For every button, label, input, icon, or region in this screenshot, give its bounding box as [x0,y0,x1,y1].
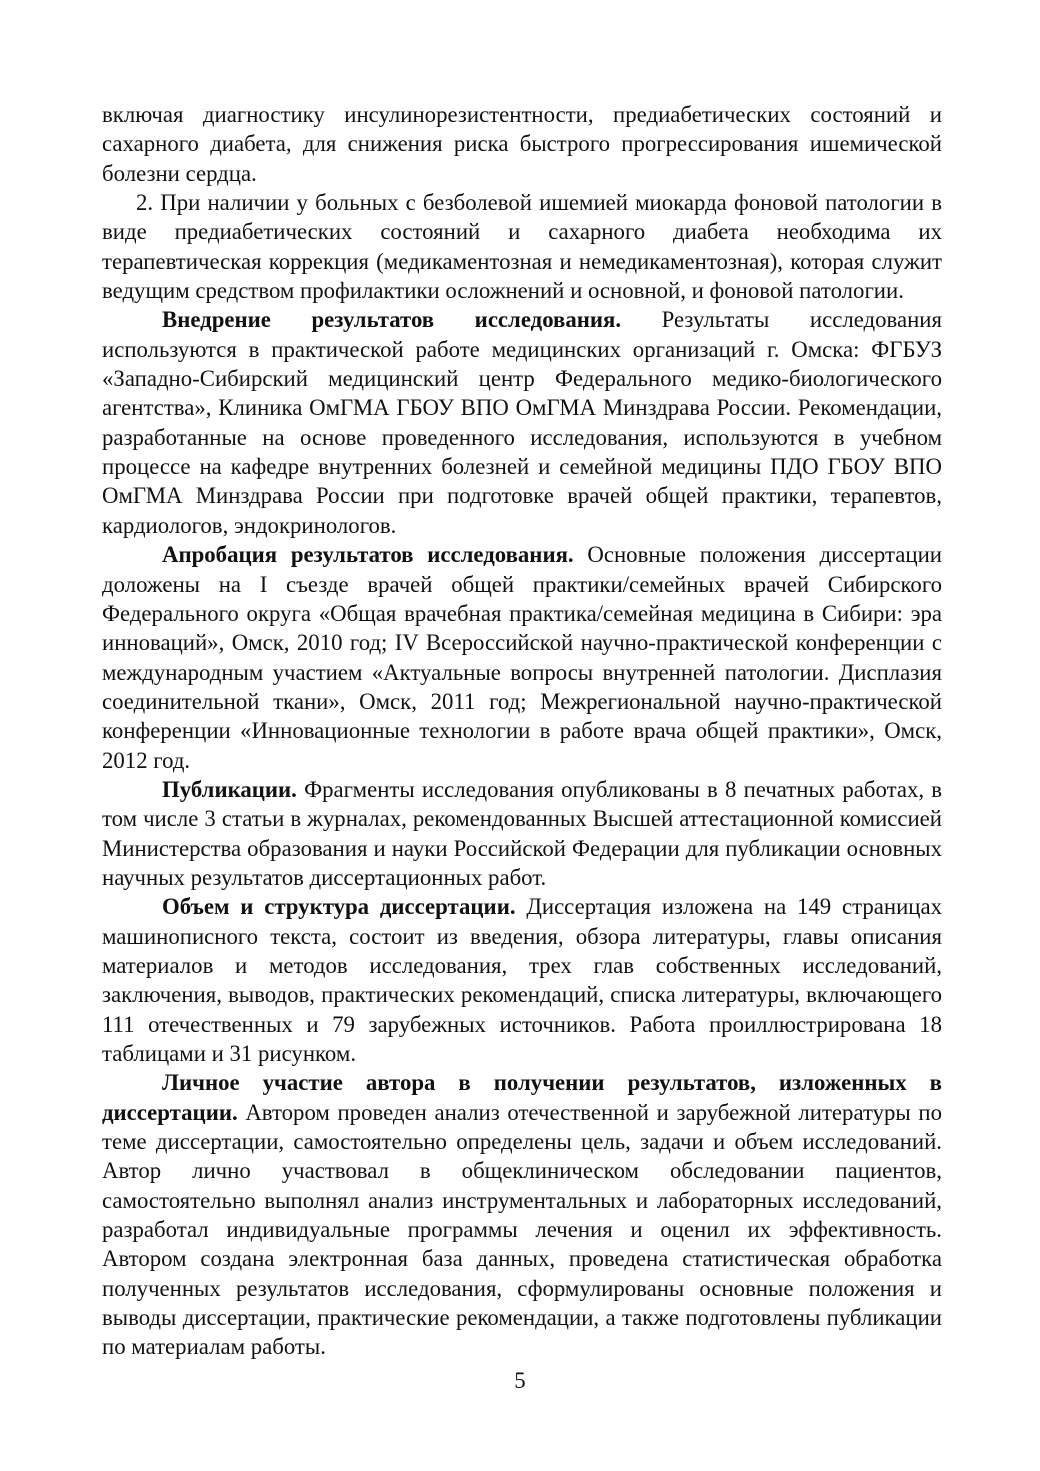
section-heading-approbation: Апробация результатов исследования. [162,542,574,568]
paragraph-structure: Объем и структура диссертации. Диссертация изложена на 149 страницах машинописного текста, состоит из введения, обзора литературы, главы описания материалов и методов исследования, трех глав собственных исследований, заключения, выводов, практических рекомендаций, списка литературы, включающего 111 отечественных и 79 зарубежных источников. Работа проиллюстрирована 18 таблицами и 31 рисунком. [102,894,942,1066]
section-heading-implementation: Внедрение результатов исследования. [162,307,622,333]
paragraph-implementation: Внедрение результатов исследования. Результаты исследования используются в практической работе медицинских организаций г. Омска: ФГБУЗ «Западно-Сибирский медицинский центр Федерального медико-биологического агентства», Клиника ОмГМА ГБОУ ВПО ОмГМА Минздрава России. Рекомендации, разработанные на основе проведенного исследования, используются в учебном процессе на кафедре внутренних болезней и семейной медицины ПДО ГБОУ ВПО ОмГМА Минздрава России при подготовке врачей общей практики, терапевтов, кардиологов, эндокринологов. [102,307,942,538]
section-heading-author-contribution: Личное участие автора в получении результатов, изложенных в диссертации. [102,1070,942,1125]
page-number: 5 [514,1368,526,1393]
paragraph-intro-continuation: включая диагностику инсулинорезистентности, предиабетических состояний и сахарного диабета, для снижения риска быстрого прогрессирования ишемической болезни сердца. [102,102,942,186]
paragraph-recommendation-2: 2. При наличии у больных с безболевой ишемией миокарда фоновой патологии в виде предиабетических состояний и сахарного диабета необходима их терапевтическая коррекция (медикаментозная и немедикаментозная), которая служит ведущим средством профилактики осложнений и основной, и фоновой патологии. [102,190,942,304]
paragraph-publications: Публикации. Фрагменты исследования опубликованы в 8 печатных работах, в том числе 3 статьи в журналах, рекомендованных Высшей аттестационной комиссией Министерства образования и науки Российской Федерации для публикации основных научных результатов диссертационных работ. [102,776,942,890]
section-heading-publications: Публикации. [162,776,297,802]
document-page [102,100,942,1362]
paragraph-author-contribution: Личное участие автора в получении результатов, изложенных в диссертации. Автором проведен анализ отечественной и зарубежной литературы по теме диссертации, самостоятельно определены цель, задачи и объем исследований. Автор лично участвовал в общеклиническом обследовании пациентов, самостоятельно выполнял анализ инструментальных и лабораторных исследований, разработал индивидуальные программы лечения и оценил их эффективность. Автором создана электронная база данных, проведена статистическая обработка полученных результатов исследования, сформулированы основные положения и выводы диссертации, практические рекомендации, а также подготовлены публикации по материалам работы. [102,1070,942,1360]
paragraph-approbation: Апробация результатов исследования. Основные положения диссертации доложены на I съезде врачей общей практики/семейных врачей Сибирского Федерального округа «Общая врачебная практика/семейная медицина в Сибири: эра инноваций», Омск, 2010 год; IV Всероссийской научно-практической конференции с международным участием «Актуальные вопросы внутренней патологии. Дисплазия соединительной ткани», Омск, 2011 год; Межрегиональной научно-практической конференции «Инновационные технологии в работе врача общей практики», Омск, 2012 год. [102,542,942,773]
section-heading-structure: Объем и структура диссертации. [162,894,516,920]
